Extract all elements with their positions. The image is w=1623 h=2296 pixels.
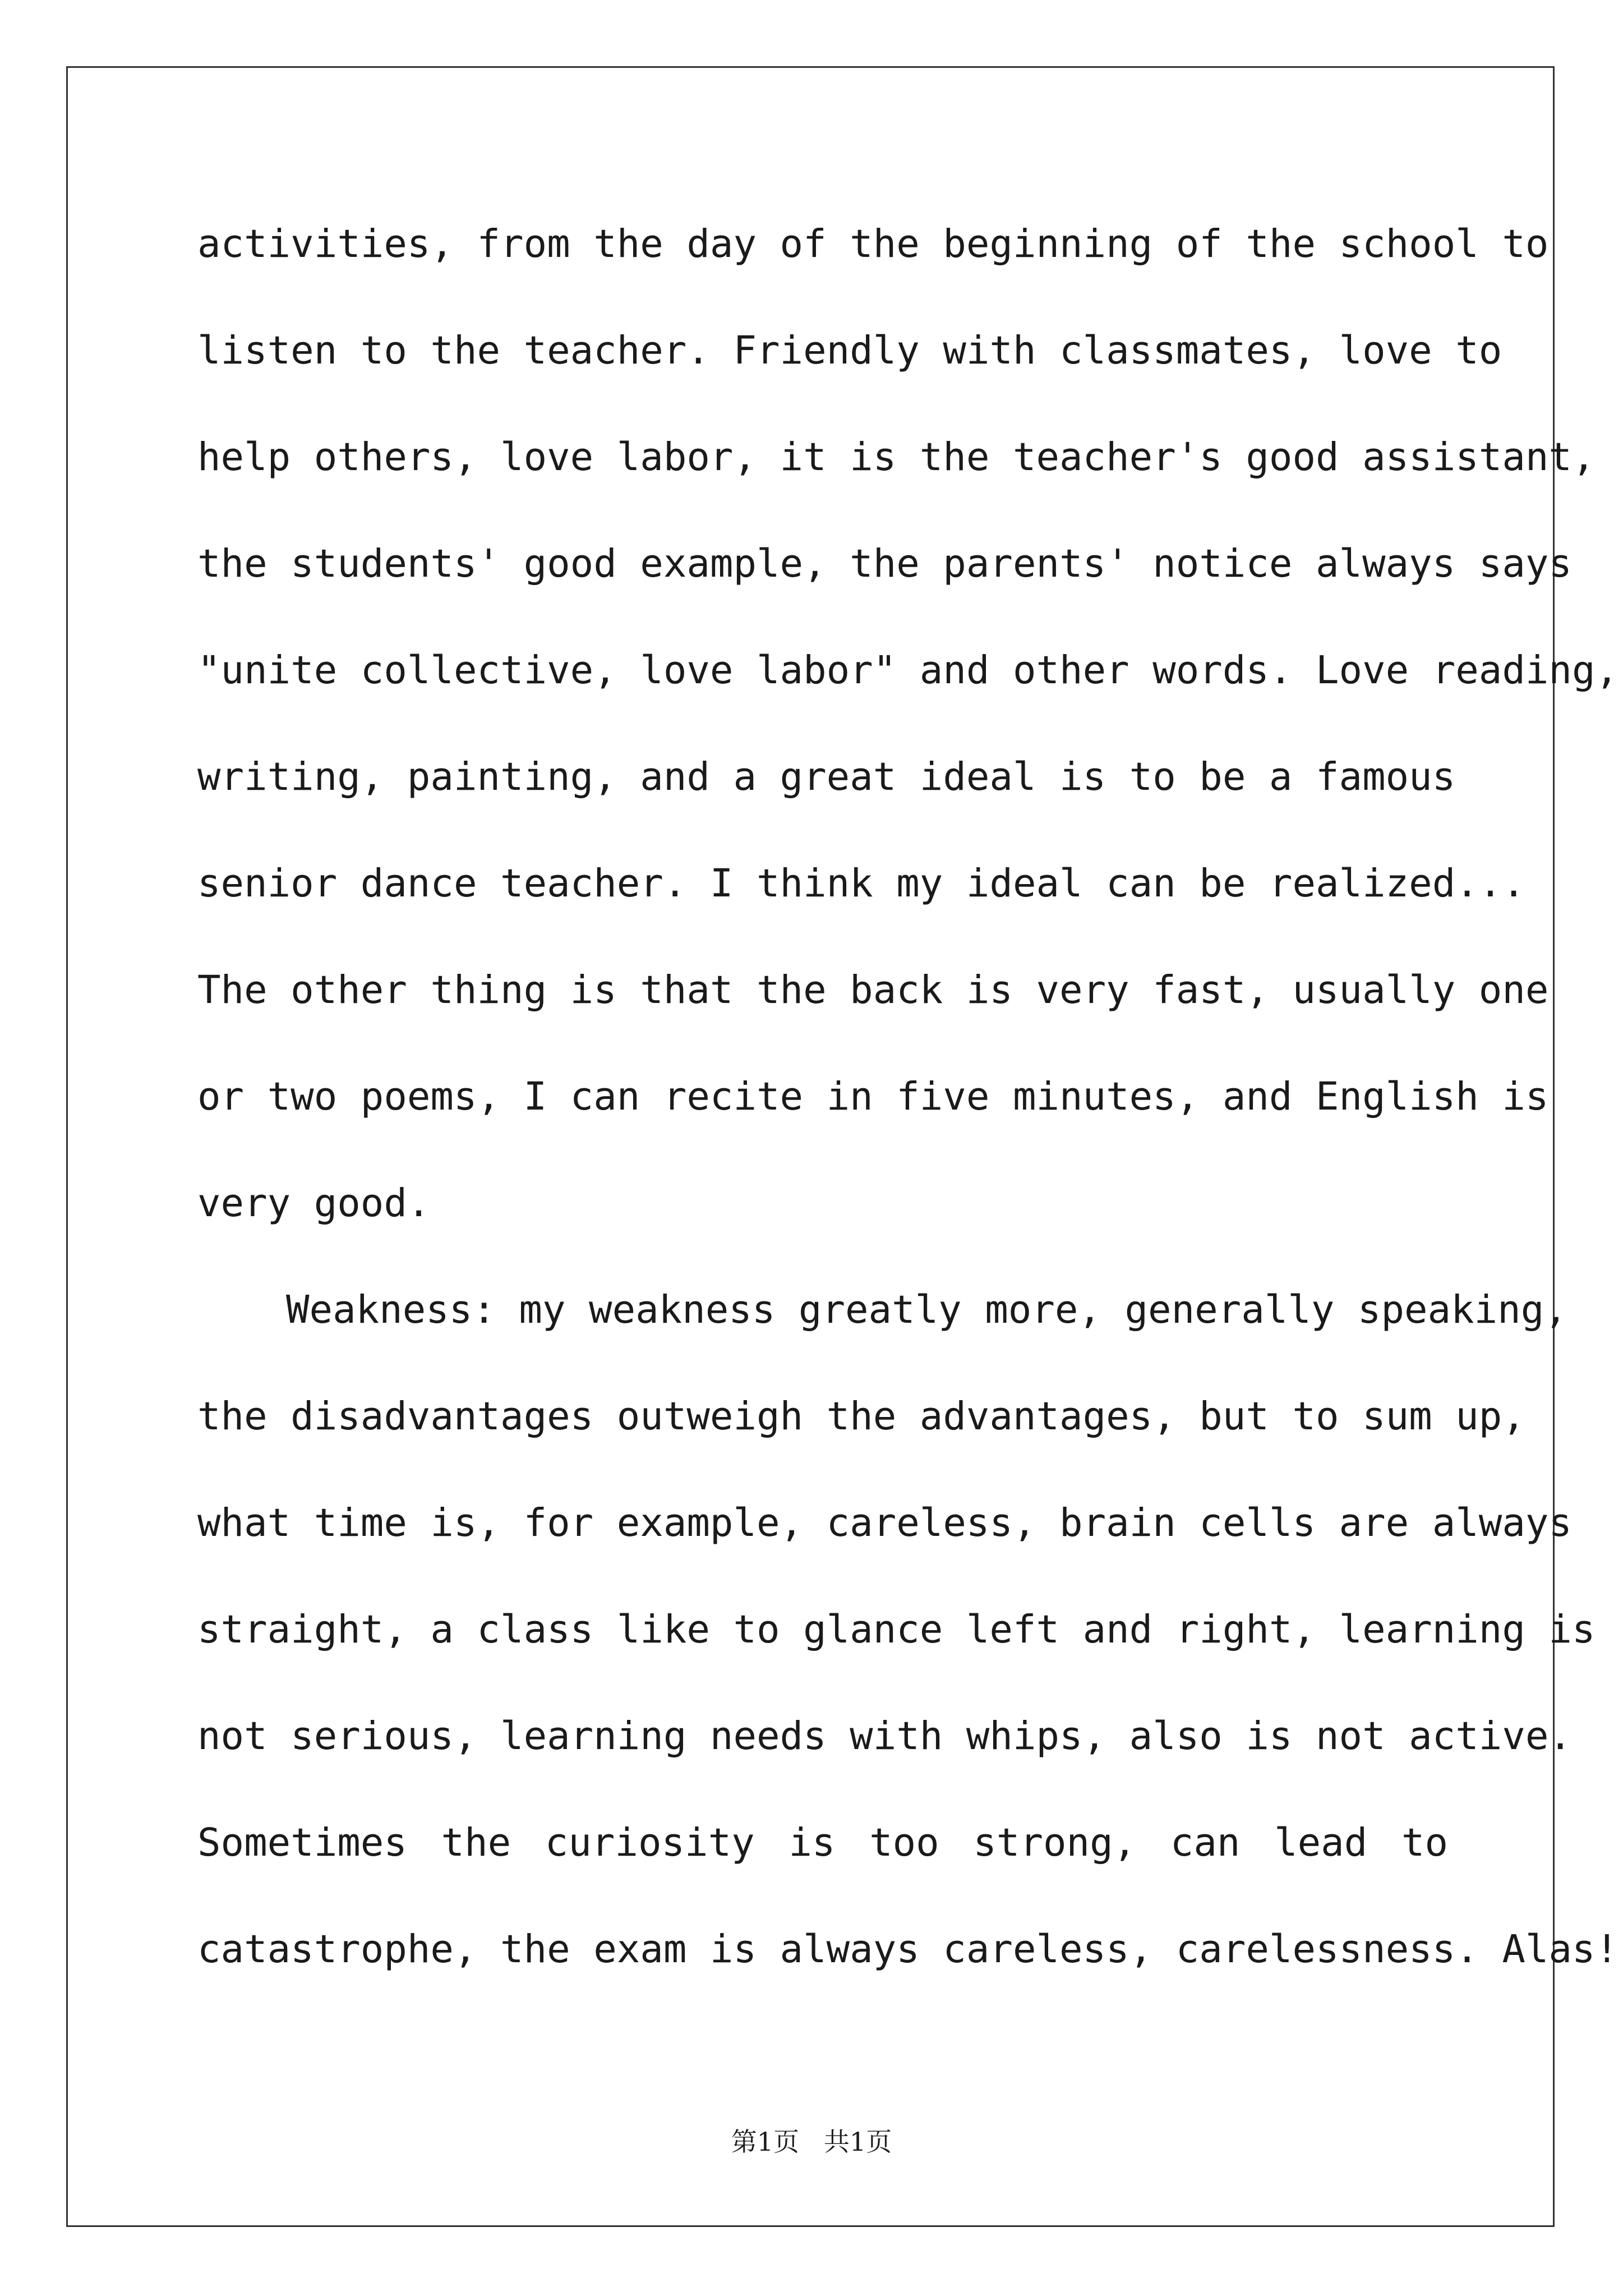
text-line: activities, from the day of the beginning of the school to [197,222,1549,266]
text-line: senior dance teacher. I think my ideal can be realized... [197,861,1525,906]
text-line: The other thing is that the back is very fast, usually one [197,968,1549,1013]
text-line: the students' good example, the parents' notice always says [197,541,1572,586]
page-border [66,66,1619,2227]
text-line: the disadvantages outweigh the advantages, but to sum up, [197,1394,1525,1439]
text-line: "unite collective, love labor" and other words. Love reading, [197,648,1619,693]
text-line: Sometimes the curiosity is too strong, can lead to [197,1820,1448,1865]
text-line: or two poems, I can recite in five minutes, and English is [197,1074,1549,1119]
text-line: writing, painting, and a great ideal is to be a famous [197,754,1456,799]
text-line: not serious, learning needs with whips, also is not active. [197,1714,1572,1759]
text-line: Weakness: my weakness greatly more, generally speaking, [286,1287,1567,1332]
text-line: listen to the teacher. Friendly with classmates, love to [197,328,1502,373]
text-line: straight, a class like to glance left and right, learning is [197,1607,1596,1652]
text-line: catastrophe, the exam is always careless, carelessness. Alas! [197,1927,1619,1972]
text-line: what time is, for example, careless, brain cells are always [197,1501,1572,1545]
text-line: help others, love labor, it is the teacher's good assistant, [197,435,1596,480]
text-line: very good. [197,1181,431,1226]
page-footer: 第1页 共1页 [731,2127,892,2157]
